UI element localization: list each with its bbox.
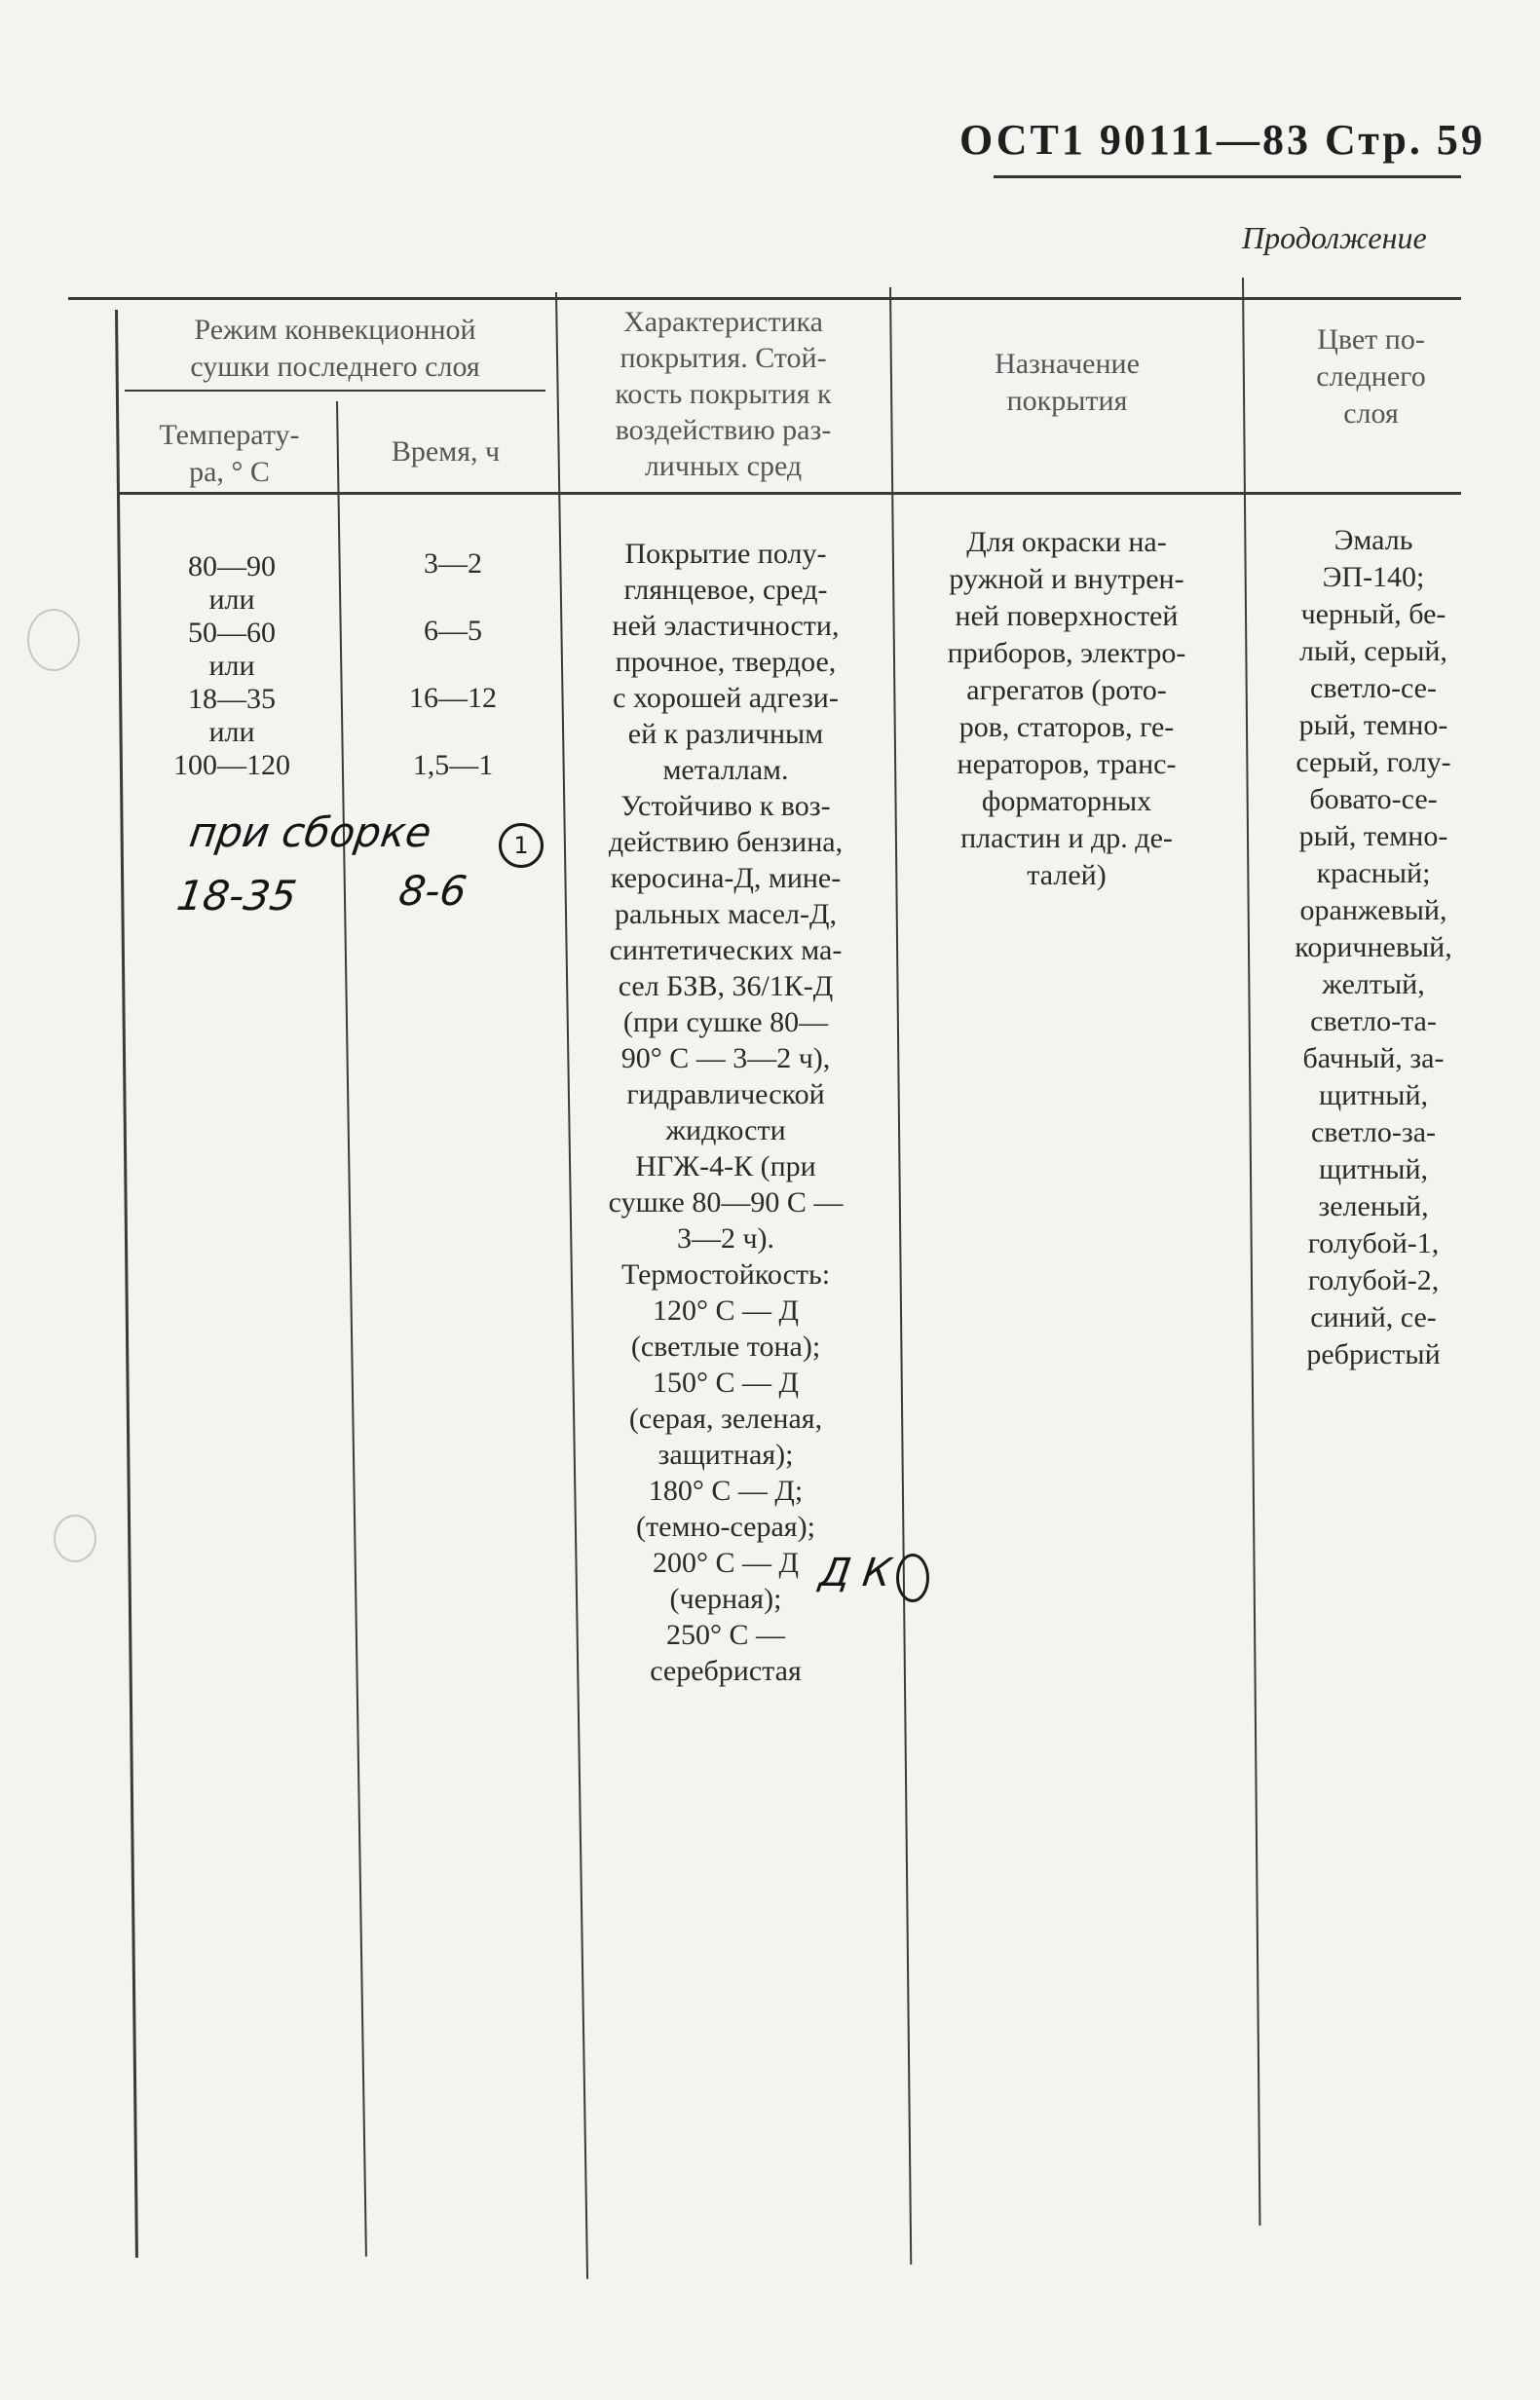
characteristic-line: ей к различным [627, 718, 824, 750]
header-characteristic-line-1: Характеристика [623, 306, 823, 338]
purpose-line: Для окраски на- [966, 526, 1167, 558]
header-color [1247, 321, 1495, 432]
header-color-line-1: Цвет по- [1317, 323, 1425, 356]
characteristic-line: с хорошей адгези- [613, 682, 839, 714]
characteristic-line: (при сушке 80— [622, 1006, 829, 1038]
purpose-line: ров, статоров, ге- [958, 711, 1175, 743]
characteristic-line: металлам. [662, 754, 789, 786]
color-line: ЭП-140; [1322, 561, 1425, 593]
header-color-line-3: слоя [1343, 397, 1399, 430]
handwritten-circled-one: 1 [499, 823, 544, 868]
characteristic-line: глянцевое, сред- [623, 574, 828, 606]
color-line: зеленый, [1318, 1190, 1429, 1222]
handwritten-circled-zero [896, 1554, 929, 1602]
purpose-line: ружной и внутрен- [949, 563, 1184, 595]
characteristic-line: синтетических ма- [609, 934, 843, 966]
color-line: коричневый, [1295, 931, 1452, 963]
characteristic-line: серебристая [650, 1655, 802, 1687]
purpose-line: талей) [1027, 859, 1107, 891]
characteristic-line: сушке 80—90 С — [608, 1186, 844, 1219]
characteristic-line: действию бензина, [608, 826, 844, 858]
characteristic-line: Покрытие полу- [624, 538, 827, 570]
handwritten-assembly-temp: 18-35 [173, 872, 300, 919]
margin-smudge-bottom [54, 1515, 96, 1562]
color-line: лый, серый, [1299, 635, 1447, 667]
table-top-rule [68, 297, 1461, 300]
color-line: черный, бе- [1300, 598, 1446, 630]
time-value: 3—2 [424, 547, 482, 580]
temperature-value: 18—35 [188, 683, 276, 715]
header-characteristic-line-5: личных сред [644, 450, 803, 482]
characteristic-line: (черная); [669, 1583, 782, 1615]
document-number: ОСТ1 90111—83 Стр. 59 [959, 116, 1485, 164]
temperature-or: или [208, 583, 255, 616]
purpose-line: ней поверхностей [955, 600, 1179, 632]
temperature-value: 100—120 [173, 749, 290, 781]
characteristic-line: НГЖ-4-К (при [635, 1150, 816, 1182]
color-line: оранжевый, [1299, 894, 1447, 926]
characteristic-line: защитная); [657, 1439, 794, 1471]
continuation-label: Продолжение [1242, 220, 1427, 255]
header-underline [994, 175, 1461, 178]
color-line: Эмаль [1333, 524, 1413, 556]
characteristic-line: (темно-серая); [636, 1511, 815, 1543]
characteristic-line: гидравлической [626, 1078, 825, 1110]
color-line: светло-та- [1310, 1005, 1437, 1037]
purpose-line: форматорных [981, 785, 1152, 817]
color-text [1242, 522, 1505, 1373]
characteristic-line: 120° С — Д [653, 1294, 799, 1327]
color-line: бовато-се- [1309, 783, 1438, 815]
characteristic-line: 3—2 ч). [676, 1222, 775, 1255]
drying-mode-subrule [125, 390, 545, 392]
handwritten-mark-k: Д К [816, 1551, 894, 1595]
characteristic-line: 200° С — Д [653, 1547, 799, 1579]
temperature-value: 80—90 [188, 550, 276, 582]
temperature-values [125, 550, 339, 782]
header-temperature-line-1: Температу- [159, 419, 300, 451]
characteristic-line: 250° С — [665, 1619, 785, 1651]
color-line: голубой-1, [1307, 1227, 1440, 1259]
characteristic-line: 90° С — 3—2 ч), [620, 1042, 831, 1074]
time-value: 1,5—1 [412, 749, 494, 781]
header-purpose-line-2: покрытия [1006, 385, 1128, 417]
purpose-line: нераторов, транс- [957, 748, 1177, 780]
characteristic-line: ней эластичности, [612, 610, 840, 642]
purpose-line: пластин и др. де- [960, 822, 1173, 854]
handwritten-assembly-label: при сборке [186, 808, 434, 856]
header-temperature-line-2: ра, ° С [189, 456, 270, 488]
header-drying-mode [125, 312, 545, 386]
color-line: рый, темно- [1298, 820, 1448, 852]
header-time-line-1: Время, ч [391, 435, 501, 468]
temperature-value: 50—60 [188, 617, 276, 649]
characteristic-line: Термостойкость: [620, 1258, 831, 1291]
header-bottom-rule [117, 492, 1461, 495]
time-value: 6—5 [424, 615, 482, 647]
color-line: светло-се- [1310, 672, 1437, 704]
purpose-line: приборов, электро- [947, 637, 1186, 669]
time-value: 16—12 [409, 682, 497, 714]
handwritten-assembly-time: 8-6 [395, 867, 470, 915]
header-characteristic-line-2: покрытия. Стой- [620, 342, 827, 374]
header-drying-mode-line-1: Режим конвекционной [194, 314, 476, 346]
header-time [341, 433, 550, 470]
color-line: бачный, за- [1302, 1042, 1445, 1074]
temperature-or: или [208, 650, 255, 682]
header-characteristic-line-3: кость покрытия к [615, 378, 832, 410]
margin-smudge-top [27, 609, 80, 671]
header-temperature [125, 417, 334, 491]
color-line: голубой-2, [1307, 1264, 1440, 1296]
header-color-line-2: следнего [1316, 360, 1426, 393]
header-characteristic [560, 304, 886, 484]
characteristic-line: жидкости [665, 1114, 786, 1146]
header-purpose-line-1: Назначение [995, 348, 1140, 380]
characteristic-text [560, 536, 891, 1689]
color-line: ребристый [1306, 1338, 1441, 1370]
characteristic-line: прочное, твердое, [615, 646, 837, 678]
purpose-line: агрегатов (рото- [966, 674, 1167, 706]
characteristic-line: 180° С — Д; [648, 1475, 804, 1507]
characteristic-line: керосина-Д, мине- [610, 862, 842, 894]
header-characteristic-line-4: воздействию раз- [615, 414, 832, 446]
header-drying-mode-line-2: сушки последнего слоя [190, 351, 480, 383]
characteristic-line: ральных масел-Д, [615, 898, 837, 930]
characteristic-line: сел БЗВ, 36/1К-Д [618, 970, 834, 1002]
color-line: рый, темно- [1298, 709, 1448, 741]
characteristic-line: Устойчиво к воз- [620, 790, 831, 822]
color-line: серый, голу- [1296, 746, 1451, 778]
color-line: желтый, [1322, 968, 1425, 1000]
color-line: синий, се- [1310, 1301, 1437, 1333]
header-purpose [894, 346, 1240, 420]
characteristic-line: (серая, зеленая, [628, 1403, 823, 1435]
temperature-or: или [208, 716, 255, 748]
color-line: щитный, [1318, 1153, 1429, 1185]
characteristic-line: 150° С — Д [653, 1367, 799, 1399]
color-line: светло-за- [1310, 1116, 1437, 1148]
characteristic-line: (светлые тона); [630, 1331, 821, 1363]
color-line: щитный, [1318, 1079, 1429, 1111]
purpose-text [891, 524, 1242, 894]
color-line: красный; [1316, 857, 1431, 889]
